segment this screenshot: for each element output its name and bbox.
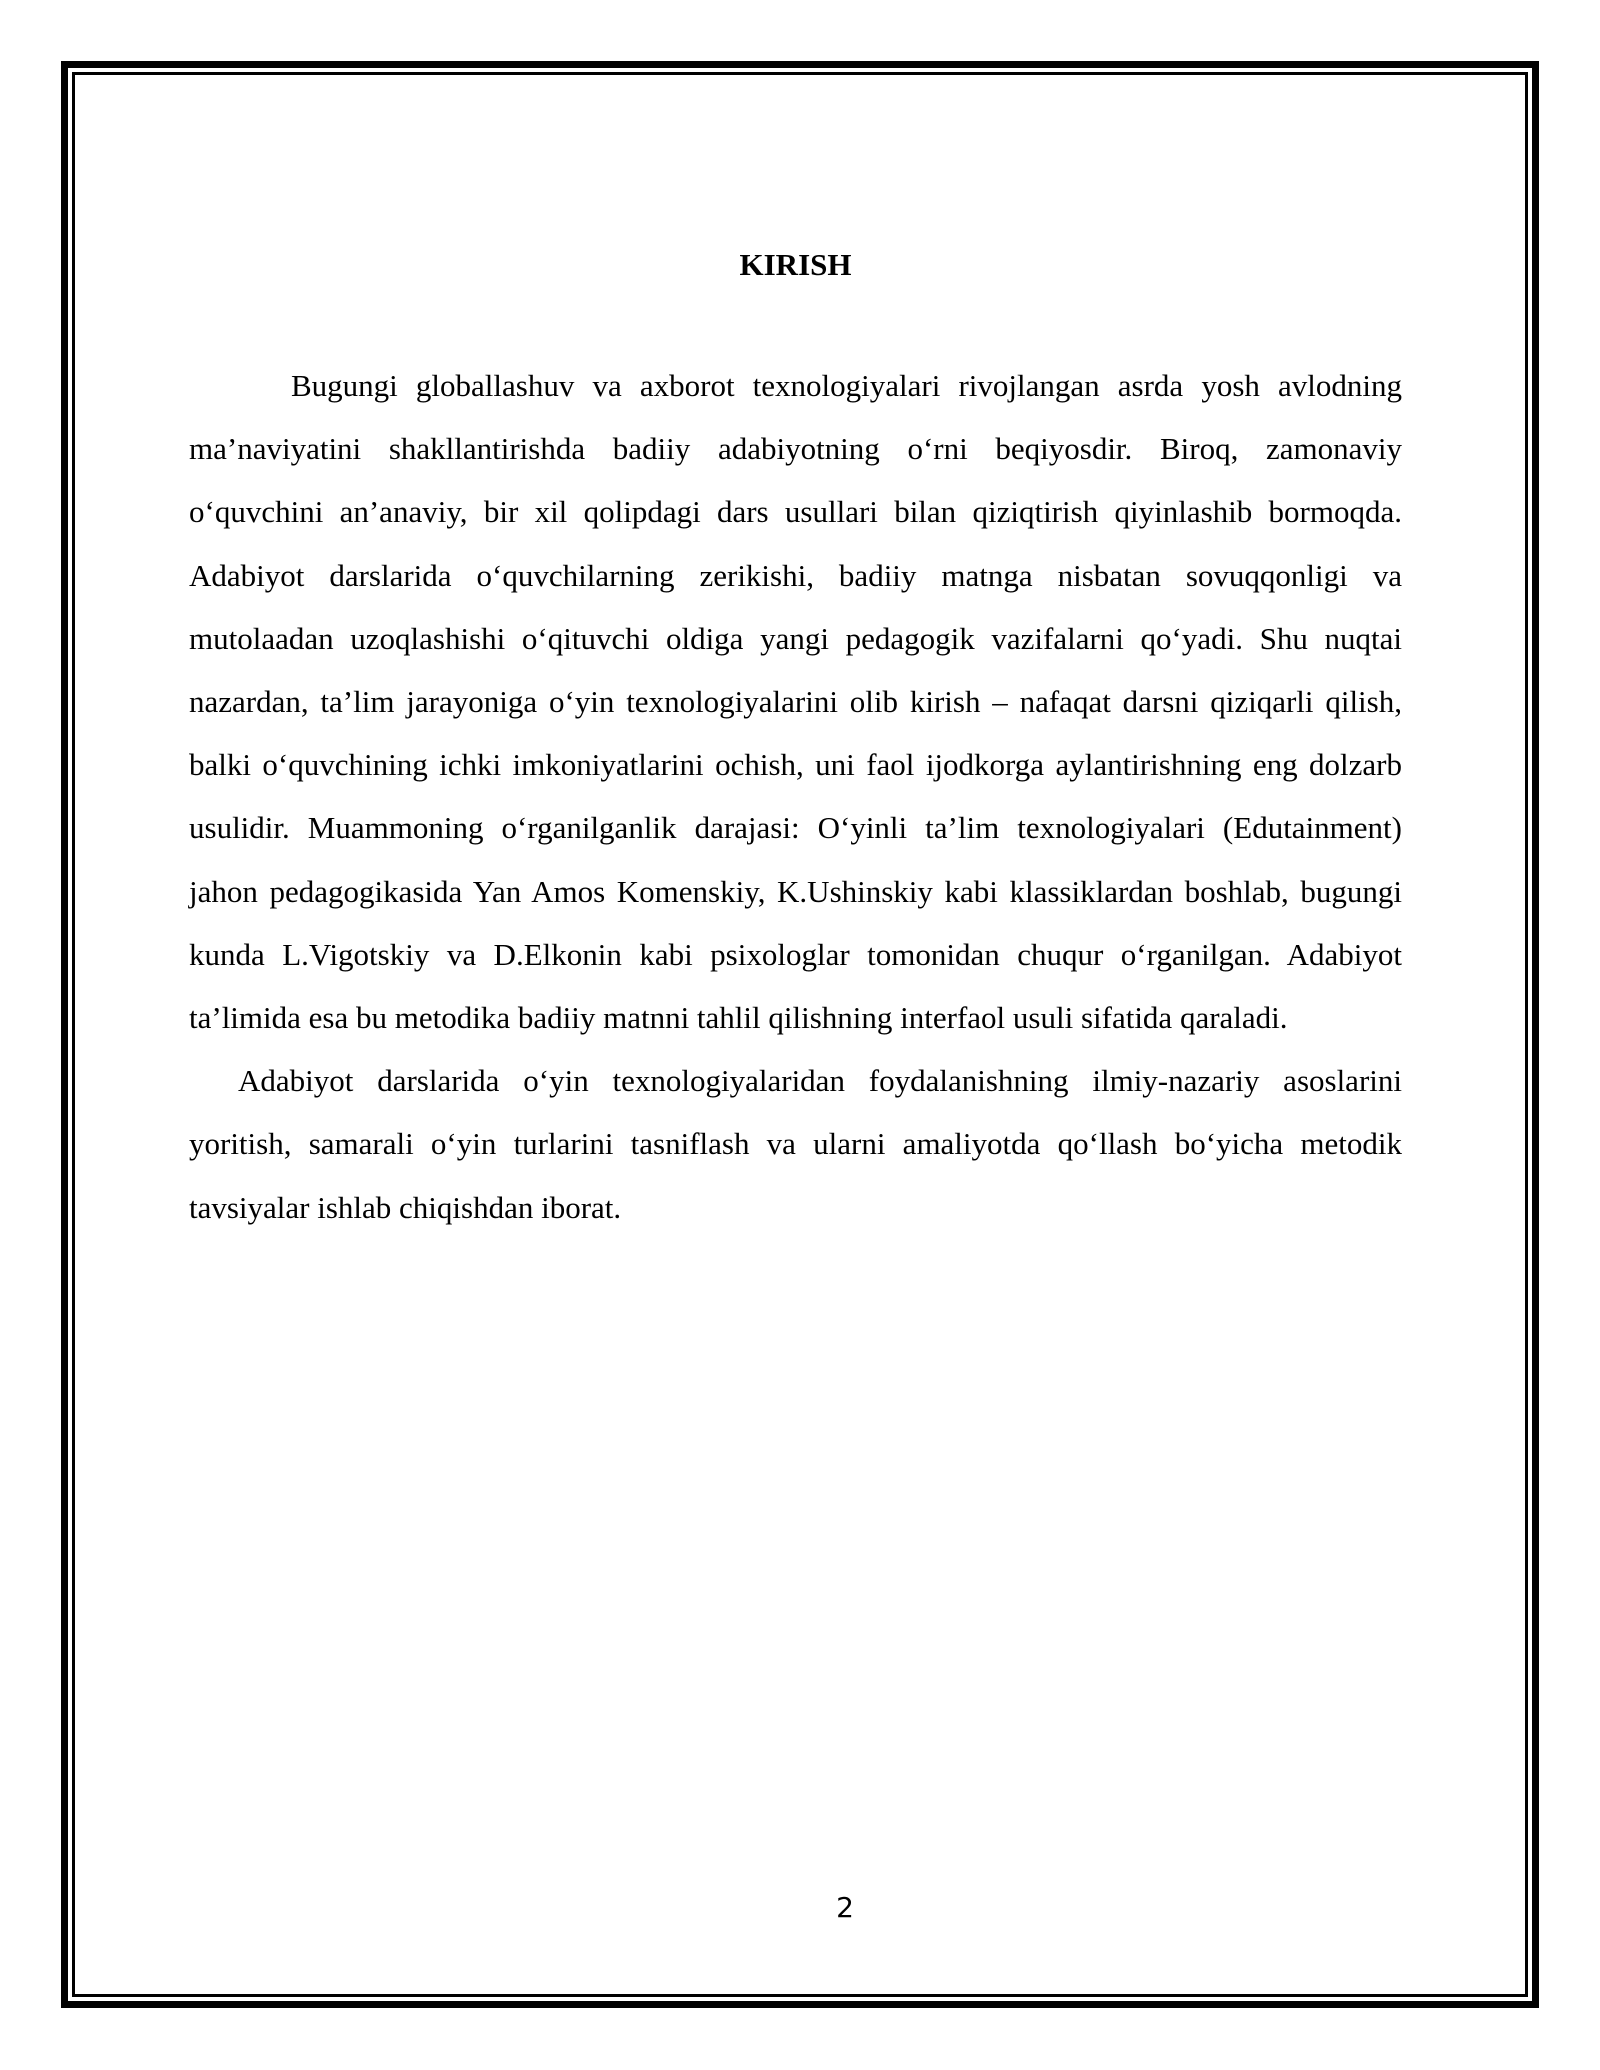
goal-paragraph: Adabiyot darslarida o‘yin texnologiyalaridan foydalanishning ilmiy-nazariy asoslarini yoritish, samarali o‘yin turlarini tasniflash va ularni amaliyotda qo‘llash bo‘yicha metodik tavsiyalar ishlab chiqishdan iborat. — [189, 1063, 1402, 1225]
page-title: KIRISH — [739, 247, 852, 282]
document-body — [189, 240, 1402, 1239]
page-number: 2 — [836, 1891, 854, 1924]
intro-paragraph: Bugungi globallashuv va axborot texnologiyalari rivojlangan asrda yosh avlodning ma’naviyatini shakllantirishda badiiy adabiyotning o‘rni beqiyosdir. Biroq, zamonaviy o‘quvchini an’anaviy, bir xil qolipdagi dars usullari bilan qiziqtirish qiyinlashib bormoqda. Adabiyot darslarida o‘quvchilarning zerikishi, badiiy matnga nisbatan sovuqqonligi va mutolaadan uzoqlashishi o‘qituvchi oldiga yangi pedagogik vazifalarni qo‘yadi. Shu nuqtai nazardan, ta’lim jarayoniga o‘yin texnologiyalarini olib kirish – nafaqat darsni qiziqarli qilish, balki o‘quvchining ichki imkoniyatlarini ochish, uni faol ijodkorga aylantirishning eng dolzarb usulidir. Muammoning o‘rganilganlik darajasi: O‘yinli ta’lim texnologiyalari (Edutainment) jahon pedagogikasida Yan Amos Komenskiy, K.Ushinskiy kabi klassiklardan boshlab, bugungi kunda L.Vigotskiy va D.Elkonin kabi psixologlar tomonidan chuqur o‘rganilgan. Adabiyot ta’limida esa bu metodika badiiy matnni tahlil qilishning interfaol usuli sifatida qaraladi. — [189, 368, 1402, 1036]
